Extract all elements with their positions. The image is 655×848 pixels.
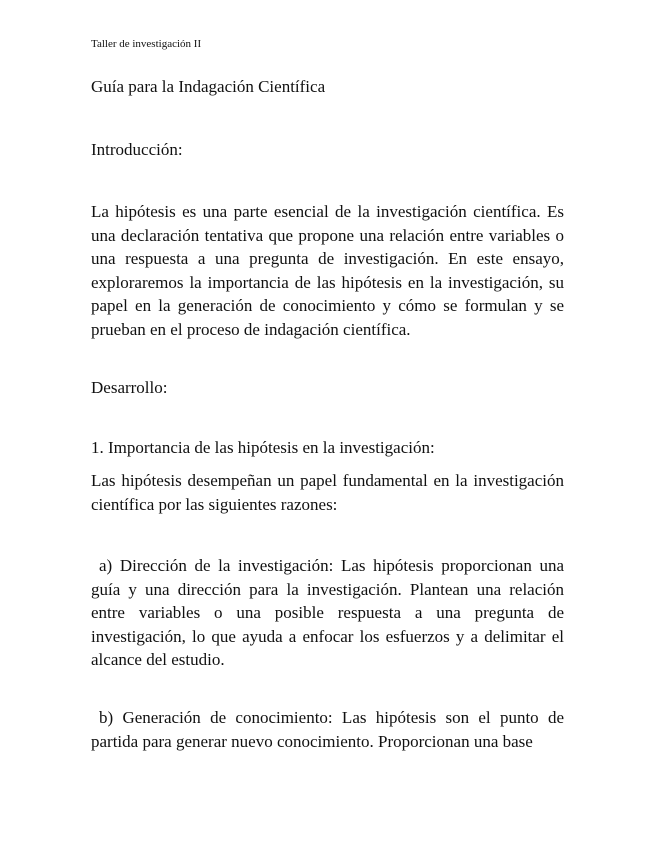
point-b-paragraph: b) Generación de conocimiento: Las hipótesis son el punto de partida para generar nuevo conocimiento. Proporcionan una base bbox=[91, 708, 564, 751]
section-1-heading: 1. Importancia de las hipótesis en la investigación: bbox=[91, 438, 435, 457]
page-header: Taller de investigación II bbox=[91, 38, 202, 50]
introduction-heading: Introducción: bbox=[91, 140, 183, 159]
document-title: Guía para la Indagación Científica bbox=[91, 77, 326, 96]
section-1-paragraph: Las hipótesis desempeñan un papel fundamental en la investigación científica por las siguientes razones: bbox=[91, 471, 564, 514]
introduction-paragraph: La hipótesis es una parte esencial de la investigación científica. Es una declaración tentativa que propone una relación entre variables o una respuesta a una pregunta de investigación. En este ensayo, exploraremos la importancia de las hipótesis en la investigación, su papel en la generación de conocimiento y cómo se formulan y se prueban en el proceso de indagación científica. bbox=[91, 202, 564, 339]
development-heading: Desarrollo: bbox=[91, 378, 168, 397]
point-a-paragraph: a) Dirección de la investigación: Las hipótesis proporcionan una guía y una dirección para la investigación. Plantean una relación entre variables o una posible respuesta a una pregunta de investigación, lo que ayuda a enfocar los esfuerzos y a delimitar el alcance del estudio. bbox=[91, 556, 564, 669]
